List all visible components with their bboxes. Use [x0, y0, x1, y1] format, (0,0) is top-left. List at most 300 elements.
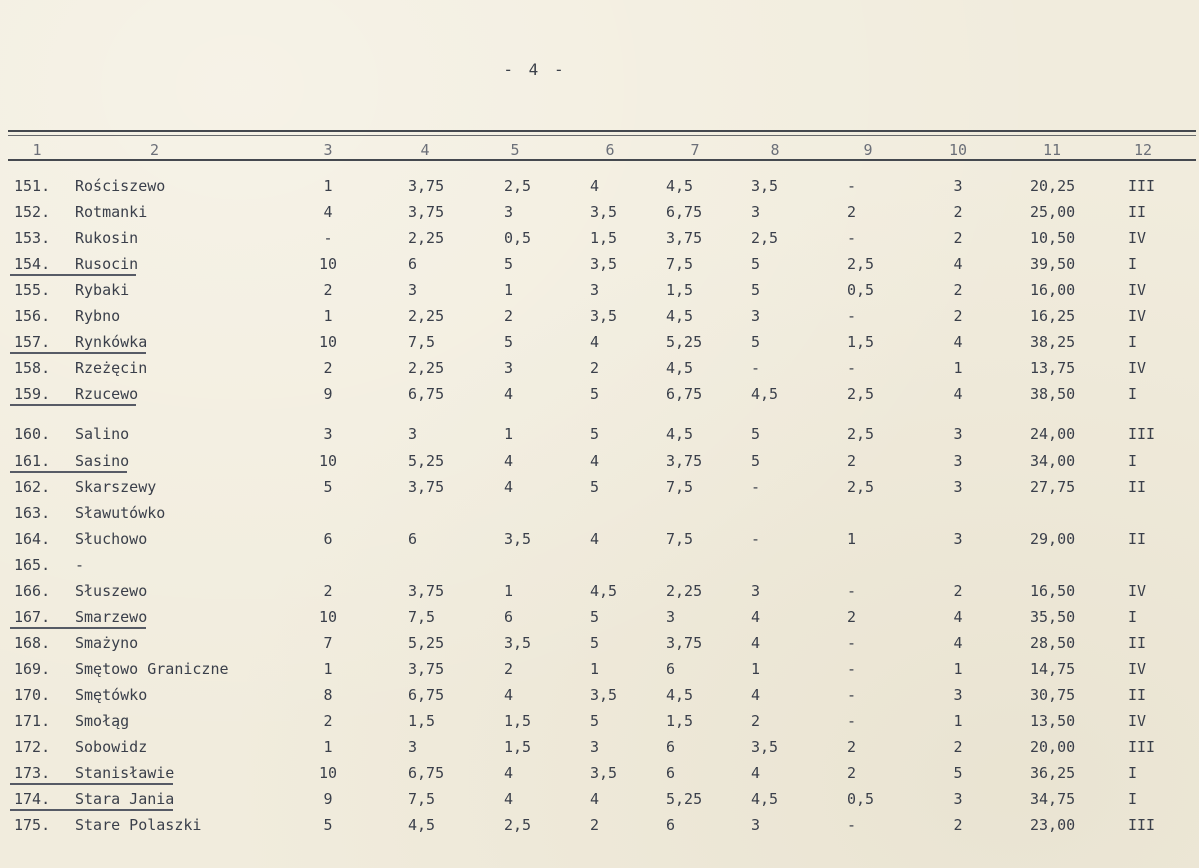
village-name: Sasino: [75, 451, 130, 470]
table-row: [0, 604, 1199, 630]
col-6-value: 2: [590, 359, 600, 378]
table-row: [0, 381, 1199, 407]
page-number: - 4 -: [503, 60, 567, 79]
col-12-class: IV: [1128, 659, 1147, 678]
col-4-value: 5,25: [408, 451, 445, 470]
col-6-value: 3: [590, 281, 600, 300]
row-number: 152.: [14, 203, 51, 222]
col-4-value: 2,25: [408, 307, 445, 326]
name-underline: [10, 274, 136, 276]
row-number: 175.: [14, 816, 51, 835]
row-number: 172.: [14, 738, 51, 757]
col-4-value: 6: [408, 255, 418, 274]
col-11-total: 24,00: [1030, 425, 1076, 444]
village-name: Smażyno: [75, 633, 139, 652]
col-9-value: -: [847, 659, 857, 678]
col-12-class: II: [1128, 203, 1147, 222]
table-row: [0, 552, 1199, 578]
col-6-value: 5: [590, 712, 600, 730]
table-row: [0, 303, 1199, 329]
village-name: Smarzewo: [75, 607, 148, 626]
col-4-value: 3: [408, 738, 418, 757]
col-10-value: 4: [953, 333, 963, 352]
col-3-value: 2: [323, 712, 333, 730]
col-11-total: 10,50: [1030, 229, 1076, 248]
col-6-value: 4: [590, 177, 600, 195]
col-10-value: 3: [953, 451, 963, 470]
col-3-value: [300, 552, 356, 578]
col-9-value: 2,5: [847, 255, 875, 274]
col-11-total: 25,00: [1030, 203, 1076, 222]
column-header: 1: [32, 141, 42, 159]
name-underline: [10, 809, 173, 811]
col-6-value: 5: [590, 607, 600, 626]
col-9-value: 2: [847, 451, 857, 470]
col-6-value: 5: [590, 425, 600, 444]
village-name: Skarszewy: [75, 477, 157, 496]
column-header: 12: [1133, 141, 1153, 159]
col-12-class: I: [1128, 790, 1138, 809]
col-10-value: 3: [953, 177, 963, 195]
col-5-value: 6: [504, 607, 514, 626]
col-11-total: 16,50: [1030, 581, 1076, 600]
col-10-value: 5: [953, 764, 963, 783]
col-5-value: 5: [504, 333, 514, 352]
col-7-value: 1,5: [666, 712, 694, 730]
col-8-value: 3: [751, 307, 761, 326]
col-3-value: 7: [323, 633, 333, 652]
col-7-value: 5,25: [666, 333, 703, 352]
col-8-value: -: [751, 529, 761, 548]
village-name: Sobowidz: [75, 738, 148, 757]
col-5-value: 4: [504, 451, 514, 470]
header-bottom-rule: [8, 159, 1196, 161]
col-7-value: 7,5: [666, 477, 694, 496]
col-4-value: 3,75: [408, 477, 445, 496]
col-6-value: 4: [590, 790, 600, 809]
col-7-value: 6: [666, 764, 676, 783]
col-5-value: 1: [504, 581, 514, 600]
col-8-value: 3,5: [751, 177, 779, 195]
col-3-value: 1: [323, 738, 333, 757]
col-9-value: -: [847, 359, 857, 378]
col-10-value: 2: [953, 307, 963, 326]
col-10-value: [930, 500, 986, 526]
col-7-value: 6: [666, 816, 676, 835]
row-number: 155.: [14, 281, 51, 300]
col-7-value: 5,25: [666, 790, 703, 809]
col-9-value: -: [847, 307, 857, 326]
col-8-value: -: [751, 477, 761, 496]
col-7-value: 3: [666, 607, 676, 626]
col-6-value: 4,5: [590, 581, 618, 600]
col-7-value: 4,5: [666, 359, 694, 378]
col-4-value: 7,5: [408, 333, 436, 352]
col-3-value: 4: [323, 203, 333, 222]
village-name: Stare Polaszki: [75, 816, 202, 835]
col-9-value: 2: [847, 607, 857, 626]
col-8-value: 4: [751, 633, 761, 652]
col-8-value: 3,5: [751, 738, 779, 757]
name-underline: [10, 783, 173, 785]
col-12-class: IV: [1128, 229, 1147, 248]
col-10-value: 2: [953, 229, 963, 248]
col-6-value: 3,5: [590, 255, 618, 274]
col-8-value: 5: [751, 425, 761, 444]
col-11-total: 34,00: [1030, 451, 1076, 470]
col-9-value: 2,5: [847, 477, 875, 496]
table-row: [0, 682, 1199, 708]
col-8-value: 5: [751, 281, 761, 300]
col-8-value: 3: [751, 581, 761, 600]
col-9-value: 2,5: [847, 385, 875, 404]
table-row: [0, 708, 1199, 734]
col-3-value: 3: [323, 425, 333, 444]
col-11-total: 27,75: [1030, 477, 1076, 496]
col-6-value: 3,5: [590, 764, 618, 783]
col-5-value: 2,5: [504, 177, 532, 195]
col-3-value: 9: [323, 790, 333, 809]
col-10-value: 2: [953, 281, 963, 300]
col-5-value: 3: [504, 203, 514, 222]
col-5-value: 4: [504, 790, 514, 809]
row-number: 174.: [14, 790, 51, 809]
col-11-total: 20,25: [1030, 177, 1076, 195]
col-9-value: -: [847, 581, 857, 600]
row-number: 157.: [14, 333, 51, 352]
col-10-value: 1: [953, 359, 963, 378]
col-5-value: 3,5: [504, 529, 532, 548]
col-10-value: 1: [953, 659, 963, 678]
col-7-value: 3,75: [666, 633, 703, 652]
col-3-value: 10: [318, 764, 338, 783]
col-9-value: -: [847, 816, 857, 835]
col-12-class: II: [1128, 685, 1147, 704]
column-header: 9: [863, 141, 873, 159]
col-3-value: 5: [323, 477, 333, 496]
table-row: [0, 421, 1199, 447]
col-8-value: 4: [751, 764, 761, 783]
col-8-value: 5: [751, 333, 761, 352]
village-name: Słuchowo: [75, 529, 148, 548]
col-10-value: 4: [953, 255, 963, 274]
village-name: Rzucewo: [75, 385, 139, 404]
table-row: [0, 251, 1199, 277]
col-3-value: 10: [318, 607, 338, 626]
col-12-class: II: [1128, 529, 1147, 548]
table-row: [0, 199, 1199, 225]
col-11-total: 13,75: [1030, 359, 1076, 378]
col-4-value: 2,25: [408, 359, 445, 378]
village-name: Rybno: [75, 307, 121, 326]
col-11-total: 23,00: [1030, 816, 1076, 835]
col-11-total: 36,25: [1030, 764, 1076, 783]
col-3-value: 6: [323, 529, 333, 548]
col-3-value: 8: [323, 685, 333, 704]
col-12-class: I: [1128, 607, 1138, 626]
row-number: 151.: [14, 177, 51, 195]
table-row: [0, 656, 1199, 682]
col-5-value: 4: [504, 764, 514, 783]
col-6-value: 4: [590, 529, 600, 548]
col-5-value: 0,5: [504, 229, 532, 248]
col-12-class: IV: [1128, 712, 1147, 730]
row-number: 156.: [14, 307, 51, 326]
name-underline: [10, 404, 136, 406]
col-12-class: I: [1128, 255, 1138, 274]
col-5-value: 1,5: [504, 738, 532, 757]
col-10-value: 4: [953, 607, 963, 626]
col-3-value: 10: [318, 451, 338, 470]
col-11-total: 14,75: [1030, 659, 1076, 678]
col-6-value: 1,5: [590, 229, 618, 248]
village-name: Smętówko: [75, 685, 148, 704]
village-name: Rybaki: [75, 281, 130, 300]
col-12-class: I: [1128, 385, 1138, 404]
col-4-value: 5,25: [408, 633, 445, 652]
col-3-value: -: [323, 229, 333, 248]
col-10-value: [930, 552, 986, 578]
row-number: 173.: [14, 764, 51, 783]
col-6-value: 5: [590, 477, 600, 496]
name-underline: [10, 352, 146, 354]
col-5-value: 1: [504, 425, 514, 444]
table-row: [0, 812, 1199, 838]
village-name: Rościszewo: [75, 177, 166, 195]
col-10-value: 2: [953, 203, 963, 222]
col-11-total: 35,50: [1030, 607, 1076, 626]
col-7-value: 6,75: [666, 203, 703, 222]
col-9-value: -: [847, 633, 857, 652]
col-4-value: 3,75: [408, 177, 445, 195]
col-11-total: 34,75: [1030, 790, 1076, 809]
table-row: [0, 225, 1199, 251]
col-3-value: 2: [323, 581, 333, 600]
column-header: 6: [605, 141, 615, 159]
name-underline: [10, 627, 146, 629]
col-3-value: 10: [318, 333, 338, 352]
col-5-value: 2,5: [504, 816, 532, 835]
col-3-value: [300, 500, 356, 526]
col-3-value: 2: [323, 359, 333, 378]
col-11-total: 29,00: [1030, 529, 1076, 548]
village-name: Stara Jania: [75, 790, 175, 809]
col-9-value: 1,5: [847, 333, 875, 352]
row-number: 160.: [14, 425, 51, 444]
row-number: 161.: [14, 451, 51, 470]
row-number: 169.: [14, 659, 51, 678]
column-header: 4: [420, 141, 430, 159]
row-number: 170.: [14, 685, 51, 704]
col-12-class: I: [1128, 764, 1138, 783]
col-3-value: 5: [323, 816, 333, 835]
col-4-value: 1,5: [408, 712, 436, 730]
col-11-total: 28,50: [1030, 633, 1076, 652]
col-7-value: 4,5: [666, 177, 694, 195]
row-number: 158.: [14, 359, 51, 378]
col-7-value: 6,75: [666, 385, 703, 404]
row-number: 163.: [14, 503, 51, 522]
col-4-value: 3,75: [408, 581, 445, 600]
table-row: [0, 355, 1199, 381]
col-7-value: 6: [666, 659, 676, 678]
col-9-value: 2,5: [847, 425, 875, 444]
col-7-value: 7,5: [666, 529, 694, 548]
col-7-value: 4,5: [666, 425, 694, 444]
village-name: -: [75, 555, 85, 574]
col-12-class: IV: [1128, 359, 1147, 378]
col-6-value: 3,5: [590, 307, 618, 326]
col-7-value: 2,25: [666, 581, 703, 600]
col-12-class: IV: [1128, 281, 1147, 300]
col-4-value: 4,5: [408, 816, 436, 835]
table-top-rule: [8, 130, 1196, 132]
col-6-value: 4: [590, 451, 600, 470]
table-row: [0, 329, 1199, 355]
col-10-value: 3: [953, 425, 963, 444]
col-8-value: 3: [751, 203, 761, 222]
col-5-value: 3: [504, 359, 514, 378]
table-row: [0, 448, 1199, 474]
table-row: [0, 734, 1199, 760]
col-8-value: 4: [751, 607, 761, 626]
village-name: Rusocin: [75, 255, 139, 274]
village-name: Rynkówka: [75, 333, 148, 352]
col-3-value: 9: [323, 385, 333, 404]
col-12-class: IV: [1128, 581, 1147, 600]
col-8-value: 1: [751, 659, 761, 678]
column-header: 2: [150, 141, 160, 159]
col-10-value: 3: [953, 685, 963, 704]
table-row: [0, 474, 1199, 500]
col-8-value: 4: [751, 685, 761, 704]
col-8-value: 4,5: [751, 385, 779, 404]
column-header: 5: [510, 141, 520, 159]
village-name: Stanisławie: [75, 764, 175, 783]
col-12-class: III: [1128, 425, 1156, 444]
col-4-value: 6,75: [408, 685, 445, 704]
village-name: Sławutówko: [75, 503, 166, 522]
column-header: 3: [323, 141, 333, 159]
village-name: Rzeżęcin: [75, 359, 148, 378]
col-8-value: 2,5: [751, 229, 779, 248]
table-row: [0, 578, 1199, 604]
col-6-value: 3: [590, 738, 600, 757]
col-7-value: 3,75: [666, 229, 703, 248]
row-number: 162.: [14, 477, 51, 496]
col-8-value: 5: [751, 451, 761, 470]
col-9-value: -: [847, 177, 857, 195]
col-6-value: 1: [590, 659, 600, 678]
col-8-value: 3: [751, 816, 761, 835]
col-11-total: 30,75: [1030, 685, 1076, 704]
col-11-total: 20,00: [1030, 738, 1076, 757]
table-row: [0, 526, 1199, 552]
col-9-value: 0,5: [847, 281, 875, 300]
col-5-value: 5: [504, 255, 514, 274]
col-12-class: III: [1128, 177, 1156, 195]
name-underline: [10, 471, 127, 473]
col-10-value: 3: [953, 477, 963, 496]
col-9-value: 0,5: [847, 790, 875, 809]
col-11-total: 38,50: [1030, 385, 1076, 404]
col-4-value: 7,5: [408, 607, 436, 626]
col-9-value: 1: [847, 529, 857, 548]
col-4-value: 7,5: [408, 790, 436, 809]
col-9-value: -: [847, 229, 857, 248]
row-number: 164.: [14, 529, 51, 548]
col-5-value: 4: [504, 385, 514, 404]
column-header: 8: [770, 141, 780, 159]
row-number: 153.: [14, 229, 51, 248]
col-3-value: 2: [323, 281, 333, 300]
table-row: [0, 786, 1199, 812]
col-5-value: 2: [504, 307, 514, 326]
col-10-value: 2: [953, 738, 963, 757]
column-header: 10: [948, 141, 968, 159]
col-11-total: 39,50: [1030, 255, 1076, 274]
col-6-value: 5: [590, 385, 600, 404]
col-9-value: -: [847, 712, 857, 730]
col-8-value: -: [751, 359, 761, 378]
col-7-value: 6: [666, 738, 676, 757]
col-5-value: 4: [504, 477, 514, 496]
col-4-value: 3,75: [408, 659, 445, 678]
village-name: Smołąg: [75, 712, 130, 730]
col-12-class: I: [1128, 333, 1138, 352]
col-7-value: 1,5: [666, 281, 694, 300]
col-4-value: 6: [408, 529, 418, 548]
col-8-value: 4,5: [751, 790, 779, 809]
col-7-value: 4,5: [666, 307, 694, 326]
row-number: 166.: [14, 581, 51, 600]
col-10-value: 2: [953, 581, 963, 600]
col-12-class: II: [1128, 477, 1147, 496]
col-12-class: I: [1128, 451, 1138, 470]
row-number: 165.: [14, 555, 51, 574]
col-12-class: III: [1128, 816, 1156, 835]
col-7-value: 7,5: [666, 255, 694, 274]
col-10-value: 4: [953, 633, 963, 652]
col-9-value: -: [847, 685, 857, 704]
col-3-value: 1: [323, 307, 333, 326]
col-6-value: 4: [590, 333, 600, 352]
col-4-value: 6,75: [408, 385, 445, 404]
col-3-value: 1: [323, 659, 333, 678]
row-number: 154.: [14, 255, 51, 274]
row-number: 168.: [14, 633, 51, 652]
col-6-value: 5: [590, 633, 600, 652]
col-6-value: 2: [590, 816, 600, 835]
col-3-value: 10: [318, 255, 338, 274]
row-number: 167.: [14, 607, 51, 626]
col-12-class: II: [1128, 633, 1147, 652]
col-9-value: 2: [847, 738, 857, 757]
col-10-value: 3: [953, 529, 963, 548]
village-name: Salino: [75, 425, 130, 444]
row-number: 159.: [14, 385, 51, 404]
column-header: 7: [690, 141, 700, 159]
col-4-value: 3,75: [408, 203, 445, 222]
col-9-value: 2: [847, 203, 857, 222]
table-row: [0, 173, 1199, 199]
village-name: Rotmanki: [75, 203, 148, 222]
col-4-value: 3: [408, 281, 418, 300]
table-row: [0, 277, 1199, 303]
col-10-value: 3: [953, 790, 963, 809]
col-9-value: 2: [847, 764, 857, 783]
table-row: [0, 760, 1199, 786]
